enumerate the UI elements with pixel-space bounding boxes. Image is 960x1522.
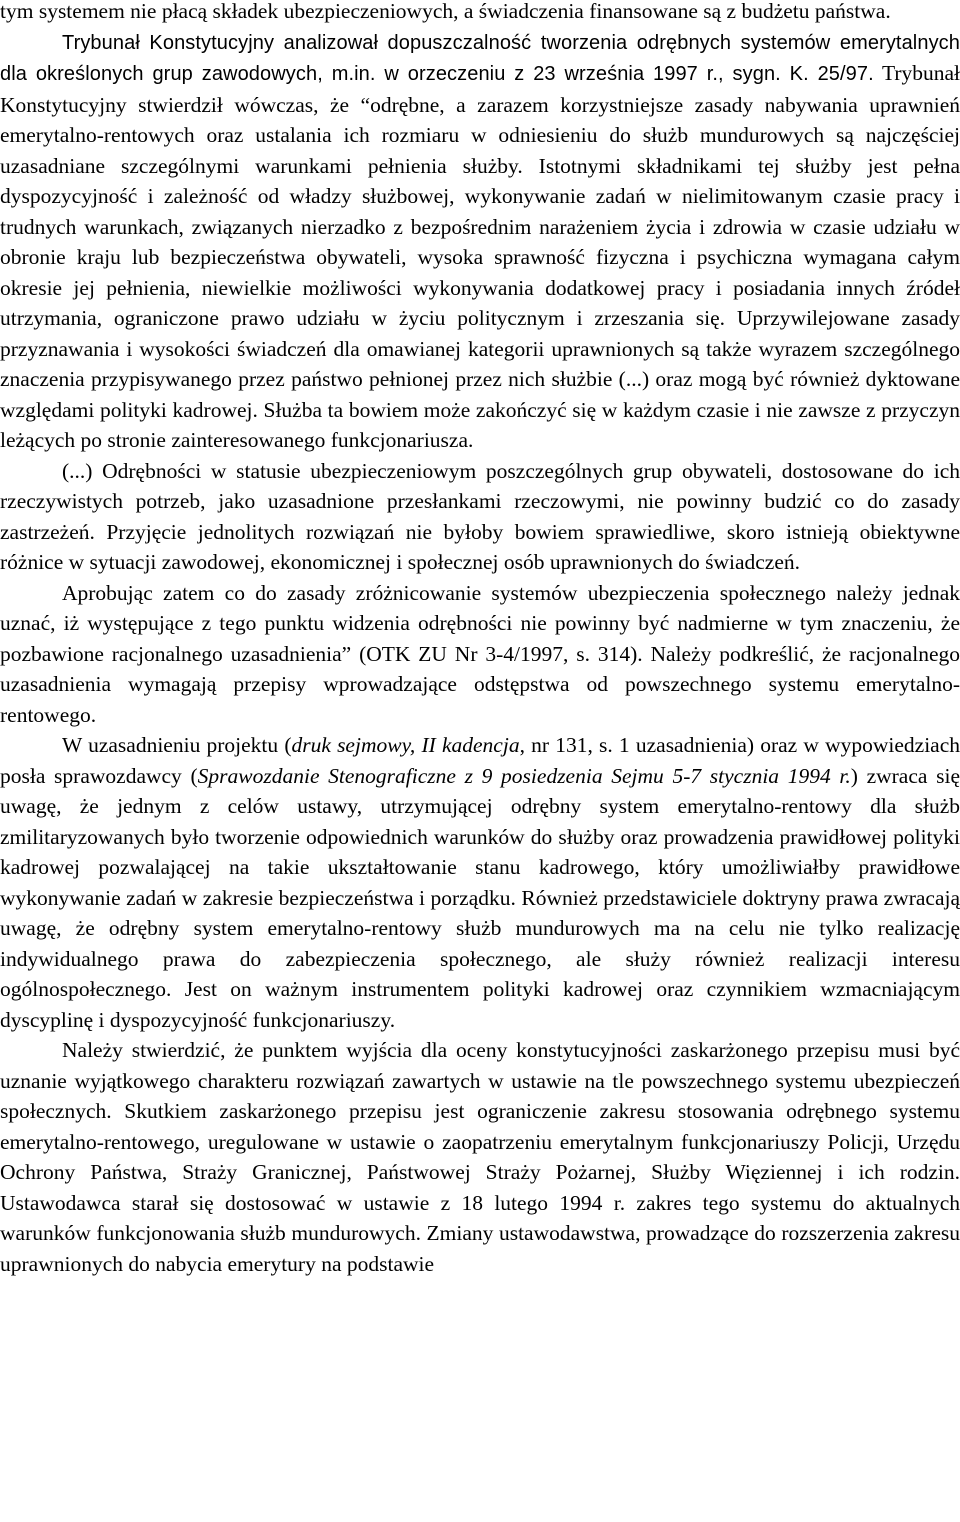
paragraph-2 [0, 27, 960, 456]
paragraph-5-citation-sprawozdanie: Sprawozdanie Stenograficzne z 9 posiedzenia Sejmu 5-7 stycznia 1994 r. [197, 763, 851, 788]
paragraph-2-sans-text: Trybunał Konstytucyjny analizował dopuszczalność tworzenia odrębnych systemów emerytalnych dla określonych grup zawodowych, m.in. w orzeczeniu z 23 września 1997 r., sygn. K. 25/97. [0, 31, 960, 85]
paragraph-4-text: Aprobując zatem co do zasady zróżnicowanie systemów ubezpieczenia społecznego należy jednak uznać, iż występujące z tego punktu widzenia odrębności nie powinny być nadmierne w tym znaczeniu, że pozbawione racjonalnego uzasadnienia” (OTK ZU Nr 3-4/1997, s. 314). Należy podkreślić, że racjonalnego uzasadnienia wymagają przepisy wprowadzające odstępstwa od powszechnego systemu emerytalno-rentowego. [0, 580, 960, 727]
paragraph-3 [0, 456, 960, 578]
paragraph-6 [0, 1035, 960, 1279]
paragraph-3-text: (...) Odrębności w statusie ubezpieczeniowym poszczególnych grup obywateli, dostosowane do ich rzeczywistych potrzeb, jako uzasadnione przesłankami rzeczowymi, nie powinny budzić co do zasady zastrzeżeń. Przyjęcie jednolitych rozwiązań nie byłoby bowiem sprawiedliwe, skoro istnieją obiektywne różnice w sytuacji zawodowej, ekonomicznej i społecznej osób uprawnionych do świadczeń. [0, 458, 960, 574]
paragraph-1-text: tym systemem nie płacą składek ubezpieczeniowych, a świadczenia finansowane są z budżetu państwa. [0, 0, 891, 23]
paragraph-5 [0, 730, 960, 1035]
paragraph-5-text-c: ) zwraca się uwagę, że jednym z celów ustawy, utrzymującej odrębny system emerytalno-rentowy dla służb zmilitaryzowanych było tworzenie odpowiednich warunków do służby oraz prowadzenia prawidłowej polityki kadrowej pozwalającej na takie ukształtowanie stanu kadrowego, który umożliwiałby prawidłowe wykonywanie zadań w zakresie bezpieczeństwa i porządku. Również przedstawiciele doktryny prawa zwracają uwagę, że odrębny system emerytalno-rentowy służb mundurowych ma na celu nie tylko realizację indywidualnego prawa do zabezpieczenia społecznego, ale służy również realizacji interesu ogólnospołecznego. Jest on ważnym instrumentem polityki kadrowej oraz czynnikiem wzmacniającym dyscyplinę i dyspozycyjność funkcjonariuszy. [0, 763, 960, 1032]
paragraph-1 [0, 0, 960, 27]
paragraph-2-text: Trybunał Konstytucyjny stwierdził wówczas, że “odrębne, a zarazem korzystniejsze zasady nabywania uprawnień emerytalno-rentowych oraz ustalania ich rozmiaru w odniesieniu do służb mundurowych są najczęściej uzasadniane szczególnymi warunkami pełnienia służby. Istotnymi składnikami tej służby jest pełna dyspozycyjność i zależność od władzy służbowej, wykonywanie zadań w nielimitowanym czasie pracy i trudnych warunkach, związanych nierzadko z bezpośrednim narażeniem życia i zdrowia w czasie udziału w obronie kraju lub bezpieczeństwa obywateli, wysoka sprawność fizyczna i psychiczna wymagana całym okresie jej pełnienia, niewielkie możliwości wykonywania dodatkowej pracy i posiadania innych źródeł utrzymania, ograniczone prawo udziału w życiu politycznym i zrzeszania się. Uprzywilejowane zasady przyznawania i wysokości świadczeń dla omawianej kategorii uprawnionych są także wyrazem szczególnego znaczenia przypisywanego przez państwo pełnionej przez nich służbie (...) oraz mogą być również dyktowane względami polityki kadrowej. Służba ta bowiem może zakończyć się w każdym czasie i nie zawsze z przyczyn leżących po stronie zainteresowanego funkcjonariusza. [0, 61, 960, 452]
paragraph-5-citation-druk: druk sejmowy, II kadencja [291, 733, 520, 757]
paragraph-6-text: Należy stwierdzić, że punktem wyjścia dla oceny konstytucyjności zaskarżonego przepisu musi być uznanie wyjątkowego charakteru rozwiązań zawartych w ustawie na tle powszechnego systemu ubezpieczeń społecznych. Skutkiem zaskarżonego przepisu jest ograniczenie zakresu stosowania odrębnego systemu emerytalno-rentowego, uregulowane w ustawie o zaopatrzeniu emerytalnym funkcjonariuszy Policji, Urzędu Ochrony Państwa, Straży Granicznej, Państwowej Straży Pożarnej, Służby Więziennej i ich rodzin. Ustawodawca starał się dostosować w ustawie z 18 lutego 1994 r. zakres tego systemu do aktualnych warunków funkcjonowania służb mundurowych. Zmiany ustawodawstwa, prowadzące do rozszerzenia zakresu uprawnionych do nabycia emerytury na podstawie [0, 1038, 960, 1276]
paragraph-4 [0, 578, 960, 731]
paragraph-5-text-b: , nr 131, s. 1 uzasadnienia) oraz w wypowiedziach posła sprawozdawcy ( [0, 733, 960, 788]
paragraph-5-text-a: W uzasadnieniu projektu ( [62, 733, 292, 757]
